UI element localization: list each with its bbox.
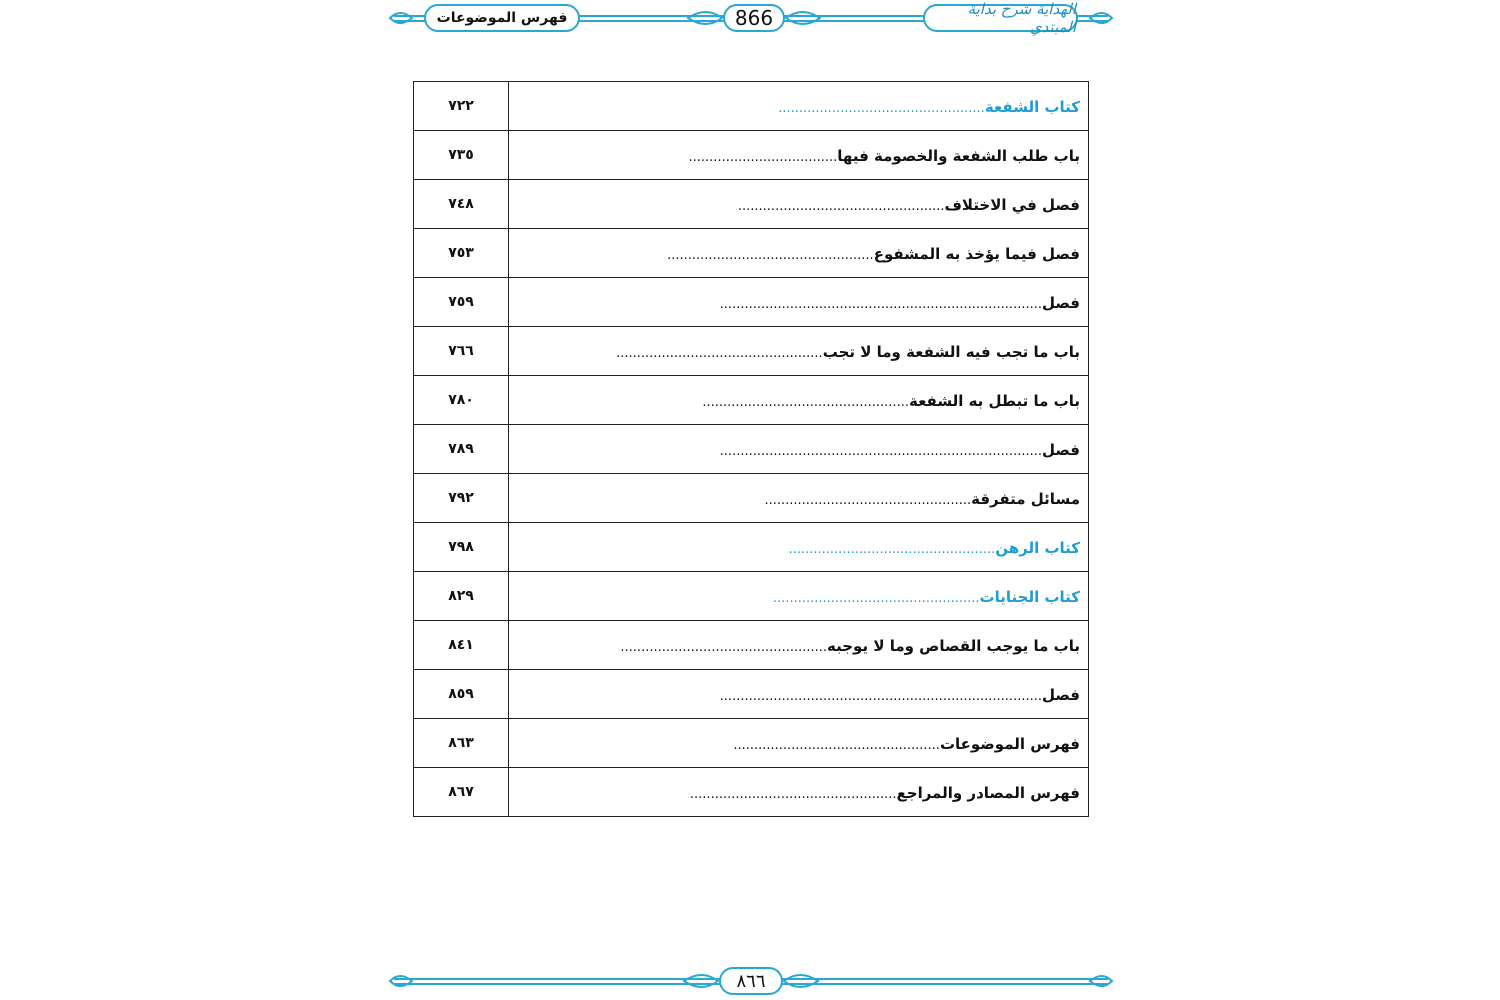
dot-leader: .................................................. [667,247,874,263]
toc-row [414,278,1089,327]
toc-row [414,621,1089,670]
dot-leader: .................................................. [620,639,828,655]
book-heading-title: كتاب الشفعة [984,97,1080,116]
toc-page-number: ٧٩٨ [414,523,509,572]
toc-page-number: ٨٢٩ [414,572,509,621]
toc-row [414,82,1089,131]
toc-page-number: ٧٦٦ [414,327,509,376]
toc-entry-cell [509,425,1089,474]
dot-leader: .................................................. [778,100,985,116]
toc-entry-title: فصل [1042,440,1080,459]
dot-leader: .............................................................................. [719,296,1042,312]
dot-leader: .................................................. [772,590,980,606]
page-header [388,0,1114,38]
toc-row [414,131,1089,180]
toc-page-number: ٧٢٢ [414,82,509,131]
toc-entry-cell [509,376,1089,425]
toc-page-number: ٨٦٣ [414,719,509,768]
book-heading-title: كتاب الجنايات [979,587,1080,606]
dot-leader: .............................................................................. [719,688,1042,704]
footer-page-number: ٨٦٦ [719,967,783,995]
toc-entry-cell [509,523,1089,572]
toc-page-number: ٧٨٠ [414,376,509,425]
toc-entry-title: فهرس المصادر والمراجع [896,783,1080,802]
dot-leader: .................................................. [733,737,940,753]
toc-entry-title: فصل [1042,293,1080,312]
toc-page-number: ٧٥٣ [414,229,509,278]
page-footer [388,962,1114,1000]
toc-page-number: ٧٩٢ [414,474,509,523]
toc-row [414,180,1089,229]
toc-row [414,474,1089,523]
toc-page-number: ٧٤٨ [414,180,509,229]
dot-leader: .................................................. [702,394,909,410]
toc-entry-cell [509,82,1089,131]
toc-row [414,376,1089,425]
toc-row [414,719,1089,768]
toc-entry-cell [509,768,1089,817]
toc-entry-cell [509,278,1089,327]
toc-entry-cell [509,719,1089,768]
toc-entry-title: فصل فيما يؤخذ به المشفوع [873,244,1080,263]
toc-row [414,425,1089,474]
toc-row [414,229,1089,278]
toc-page-number: ٧٣٥ [414,131,509,180]
toc-entry-title: فصل [1042,685,1080,704]
toc-entry-cell [509,180,1089,229]
toc-entry-title: باب ما تجب فيه الشفعة وما لا تجب [822,342,1080,361]
toc-entry-title: باب ما يوجب القصاص وما لا يوجبه [827,636,1080,655]
toc-entry-title: باب ما تبطل به الشفعة [908,391,1080,410]
toc-entry-title: فهرس الموضوعات [939,734,1080,753]
book-title: الهداية شرح بداية المبتدي [923,4,1078,32]
toc-entry-title: فصل في الاختلاف [944,195,1080,214]
toc-entry-title: مسائل متفرقة [971,489,1080,508]
toc-row [414,768,1089,817]
dot-leader: .................................................. [764,492,972,508]
toc-entry-cell [509,474,1089,523]
page-number: 866 [723,4,785,32]
toc-page-number: ٧٨٩ [414,425,509,474]
toc-row [414,670,1089,719]
book-heading-title: كتاب الرهن [995,538,1080,557]
toc-entry-cell [509,572,1089,621]
toc-entry-cell [509,327,1089,376]
dot-leader: .................................................. [737,198,945,214]
toc-entry-title: باب طلب الشفعة والخصومة فيها [837,146,1080,165]
section-title: فهرس الموضوعات [424,4,580,32]
toc-entry-cell [509,131,1089,180]
toc-entry-cell [509,670,1089,719]
dot-leader: .............................................................................. [719,443,1042,459]
toc-row [414,327,1089,376]
dot-leader: .................................................. [616,345,823,361]
toc-row [414,523,1089,572]
toc-page-number: ٨٥٩ [414,670,509,719]
dot-leader: .................................................. [788,541,996,557]
toc-table [413,81,1089,817]
toc-page-number: ٨٤١ [414,621,509,670]
dot-leader: .................................... [688,149,838,165]
toc-page-number: ٧٥٩ [414,278,509,327]
toc-page-number: ٨٦٧ [414,768,509,817]
toc-entry-cell [509,621,1089,670]
toc-row [414,572,1089,621]
dot-leader: .................................................. [689,786,897,802]
toc-entry-cell [509,229,1089,278]
